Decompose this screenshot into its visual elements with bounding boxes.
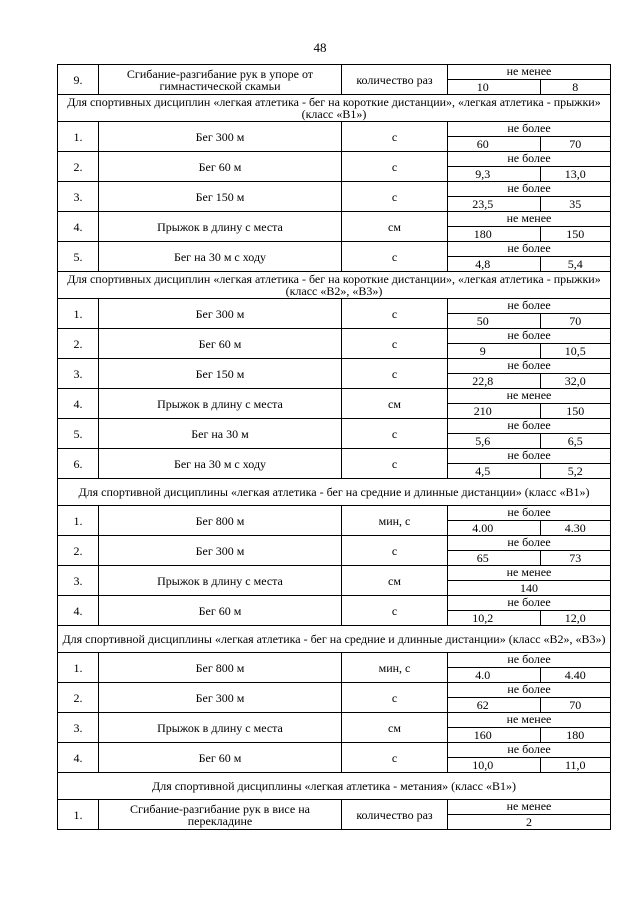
norm-values bbox=[448, 182, 611, 212]
norm-values bbox=[448, 596, 611, 626]
value-1: 10,0 bbox=[448, 758, 541, 772]
unit: с bbox=[342, 182, 448, 212]
condition: не более bbox=[448, 743, 610, 758]
condition: не более bbox=[448, 419, 610, 434]
value-2: 70 bbox=[569, 314, 582, 328]
exercise-name: Бег 150 м bbox=[99, 359, 342, 389]
value-1: 210 bbox=[448, 404, 541, 418]
table-row bbox=[58, 182, 611, 212]
table-row bbox=[58, 359, 611, 389]
row-number: 3. bbox=[58, 566, 99, 596]
value-2: 35 bbox=[569, 197, 582, 211]
value-1: 160 bbox=[448, 728, 541, 742]
exercise-name: Бег 800 м bbox=[99, 653, 342, 683]
norm-values bbox=[448, 449, 611, 479]
condition: не менее bbox=[448, 65, 610, 80]
unit: с bbox=[342, 536, 448, 566]
row-number: 9. bbox=[58, 65, 99, 95]
value-2: 13,0 bbox=[564, 167, 586, 181]
norms-table bbox=[57, 64, 611, 830]
value-1: 4.0 bbox=[448, 668, 541, 682]
row-number: 4. bbox=[58, 212, 99, 242]
row-number: 1. bbox=[58, 653, 99, 683]
unit: см bbox=[342, 212, 448, 242]
unit: с bbox=[342, 359, 448, 389]
exercise-name: Бег 60 м bbox=[99, 329, 342, 359]
exercise-name: Прыжок в длину с места bbox=[99, 713, 342, 743]
row-number: 3. bbox=[58, 359, 99, 389]
unit: с bbox=[342, 743, 448, 773]
exercise-name: Прыжок в длину с места bbox=[99, 389, 342, 419]
norm-values bbox=[448, 359, 611, 389]
section-header: Для спортивной дисциплины «легкая атлетика - бег на средние и длинные дистанции» (класс «В2», «В3») bbox=[58, 626, 611, 653]
row-number: 2. bbox=[58, 536, 99, 566]
norm-values bbox=[448, 743, 611, 773]
condition: не более bbox=[448, 536, 610, 551]
table-row bbox=[58, 596, 611, 626]
norm-values bbox=[448, 566, 611, 596]
table-row bbox=[58, 449, 611, 479]
value-1: 10,2 bbox=[448, 611, 541, 625]
unit: с bbox=[342, 122, 448, 152]
value-1: 140 bbox=[520, 581, 538, 595]
exercise-name: Бег на 30 м bbox=[99, 419, 342, 449]
condition: не более bbox=[448, 359, 610, 374]
value-1: 60 bbox=[448, 137, 541, 151]
value-2: 5,4 bbox=[567, 257, 583, 271]
row-number: 2. bbox=[58, 152, 99, 182]
condition: не более bbox=[448, 506, 610, 521]
condition: не менее bbox=[448, 389, 610, 404]
value-1: 2 bbox=[526, 815, 532, 829]
row-number: 1. bbox=[58, 800, 99, 830]
table-row bbox=[58, 242, 611, 272]
norm-values bbox=[448, 65, 611, 95]
unit: с bbox=[342, 683, 448, 713]
norm-values bbox=[448, 713, 611, 743]
condition: не более bbox=[448, 683, 610, 698]
section-header: Для спортивных дисциплин «легкая атлетика - бег на короткие дистанции», «легкая атлетика - прыжки» (класс «В1») bbox=[58, 95, 611, 122]
value-1: 50 bbox=[448, 314, 541, 328]
section-header-row bbox=[58, 95, 611, 122]
norm-values bbox=[448, 653, 611, 683]
norm-values bbox=[448, 419, 611, 449]
unit: количество раз bbox=[342, 800, 448, 830]
row-number: 6. bbox=[58, 449, 99, 479]
table-row bbox=[58, 122, 611, 152]
exercise-name: Бег 60 м bbox=[99, 152, 342, 182]
row-number: 1. bbox=[58, 299, 99, 329]
unit: количество раз bbox=[342, 65, 448, 95]
table-row bbox=[58, 299, 611, 329]
table-row bbox=[58, 536, 611, 566]
value-1: 4,5 bbox=[448, 464, 541, 478]
page-number: 48 bbox=[313, 40, 327, 55]
condition: не более bbox=[448, 152, 610, 167]
row-number: 2. bbox=[58, 329, 99, 359]
value-2: 12,0 bbox=[564, 611, 586, 625]
condition: не более bbox=[448, 596, 610, 611]
row-number: 1. bbox=[58, 506, 99, 536]
unit: см bbox=[342, 566, 448, 596]
condition: не более bbox=[448, 653, 610, 668]
exercise-name: Сгибание-разгибание рук в упоре от гимнастической скамьи bbox=[99, 65, 342, 95]
value-2: 73 bbox=[569, 551, 582, 565]
norm-values bbox=[448, 152, 611, 182]
unit: с bbox=[342, 419, 448, 449]
value-2: 70 bbox=[569, 698, 582, 712]
unit: с bbox=[342, 242, 448, 272]
exercise-name: Прыжок в длину с места bbox=[99, 566, 342, 596]
condition: не более bbox=[448, 242, 610, 257]
condition: не более bbox=[448, 299, 610, 314]
exercise-name: Бег 800 м bbox=[99, 506, 342, 536]
unit: мин, с bbox=[342, 653, 448, 683]
norm-values bbox=[448, 800, 611, 830]
norm-values bbox=[448, 683, 611, 713]
value-2: 10,5 bbox=[564, 344, 586, 358]
value-1: 23,5 bbox=[448, 197, 541, 211]
exercise-name: Бег 150 м bbox=[99, 182, 342, 212]
section-header: Для спортивной дисциплины «легкая атлетика - метания» (класс «В1») bbox=[58, 773, 611, 800]
table-row bbox=[58, 212, 611, 242]
condition: не менее bbox=[448, 566, 610, 581]
unit: см bbox=[342, 389, 448, 419]
value-1: 10 bbox=[448, 80, 541, 94]
exercise-name: Бег 300 м bbox=[99, 536, 342, 566]
value-1: 9 bbox=[448, 344, 541, 358]
exercise-name: Бег 300 м bbox=[99, 683, 342, 713]
value-1: 4,8 bbox=[448, 257, 541, 271]
value-1: 22,8 bbox=[448, 374, 541, 388]
section-header-row bbox=[58, 773, 611, 800]
row-number: 5. bbox=[58, 419, 99, 449]
value-2: 4.40 bbox=[564, 668, 586, 682]
unit: мин, с bbox=[342, 506, 448, 536]
table-row bbox=[58, 152, 611, 182]
section-header-row bbox=[58, 272, 611, 299]
value-2: 32,0 bbox=[564, 374, 586, 388]
value-2: 180 bbox=[566, 728, 585, 742]
exercise-name: Сгибание-разгибание рук в висе на перекладине bbox=[99, 800, 342, 830]
section-header: Для спортивных дисциплин «легкая атлетика - бег на короткие дистанции», «легкая атлетика - прыжки» (класс «В2», «В3») bbox=[58, 272, 611, 299]
value-1: 180 bbox=[448, 227, 541, 241]
condition: не менее bbox=[448, 800, 610, 815]
norm-values bbox=[448, 389, 611, 419]
norm-values bbox=[448, 506, 611, 536]
condition: не более bbox=[448, 449, 610, 464]
unit: см bbox=[342, 713, 448, 743]
table-row bbox=[58, 800, 611, 830]
value-2: 70 bbox=[569, 137, 582, 151]
exercise-name: Бег 60 м bbox=[99, 743, 342, 773]
condition: не более bbox=[448, 329, 610, 344]
exercise-name: Бег 300 м bbox=[99, 122, 342, 152]
norm-values bbox=[448, 536, 611, 566]
exercise-name: Бег на 30 м с ходу bbox=[99, 449, 342, 479]
row-number: 3. bbox=[58, 182, 99, 212]
exercise-name: Бег на 30 м с ходу bbox=[99, 242, 342, 272]
row-number: 3. bbox=[58, 713, 99, 743]
norm-values bbox=[448, 329, 611, 359]
row-number: 4. bbox=[58, 743, 99, 773]
table-row bbox=[58, 653, 611, 683]
norm-values bbox=[448, 242, 611, 272]
table-row bbox=[58, 419, 611, 449]
value-2: 150 bbox=[566, 404, 585, 418]
condition: не более bbox=[448, 122, 610, 137]
value-1: 62 bbox=[448, 698, 541, 712]
table-row bbox=[58, 389, 611, 419]
value-1: 4.00 bbox=[448, 521, 541, 535]
value-1: 9,3 bbox=[448, 167, 541, 181]
condition: не более bbox=[448, 182, 610, 197]
row-number: 4. bbox=[58, 389, 99, 419]
value-2: 6,5 bbox=[567, 434, 583, 448]
section-header-row bbox=[58, 626, 611, 653]
exercise-name: Бег 60 м bbox=[99, 596, 342, 626]
table-row bbox=[58, 506, 611, 536]
row-number: 5. bbox=[58, 242, 99, 272]
section-header-row bbox=[58, 479, 611, 506]
table-row bbox=[58, 743, 611, 773]
row-number: 1. bbox=[58, 122, 99, 152]
value-1: 65 bbox=[448, 551, 541, 565]
unit: с bbox=[342, 449, 448, 479]
value-2: 4.30 bbox=[564, 521, 586, 535]
value-2: 8 bbox=[572, 80, 579, 94]
norm-values bbox=[448, 299, 611, 329]
unit: с bbox=[342, 152, 448, 182]
table-row bbox=[58, 566, 611, 596]
condition: не менее bbox=[448, 212, 610, 227]
row-number: 4. bbox=[58, 596, 99, 626]
exercise-name: Прыжок в длину с места bbox=[99, 212, 342, 242]
table-row bbox=[58, 713, 611, 743]
unit: с bbox=[342, 299, 448, 329]
section-header: Для спортивной дисциплины «легкая атлетика - бег на средние и длинные дистанции» (класс «В1») bbox=[58, 479, 611, 506]
value-2: 5,2 bbox=[567, 464, 583, 478]
norm-values bbox=[448, 122, 611, 152]
unit: с bbox=[342, 329, 448, 359]
row-number: 2. bbox=[58, 683, 99, 713]
value-2: 150 bbox=[566, 227, 585, 241]
unit: с bbox=[342, 596, 448, 626]
exercise-name: Бег 300 м bbox=[99, 299, 342, 329]
table-row bbox=[58, 65, 611, 95]
norm-values bbox=[448, 212, 611, 242]
table-row bbox=[58, 329, 611, 359]
condition: не менее bbox=[448, 713, 610, 728]
value-2: 11,0 bbox=[564, 758, 586, 772]
table-row bbox=[58, 683, 611, 713]
value-1: 5,6 bbox=[448, 434, 541, 448]
